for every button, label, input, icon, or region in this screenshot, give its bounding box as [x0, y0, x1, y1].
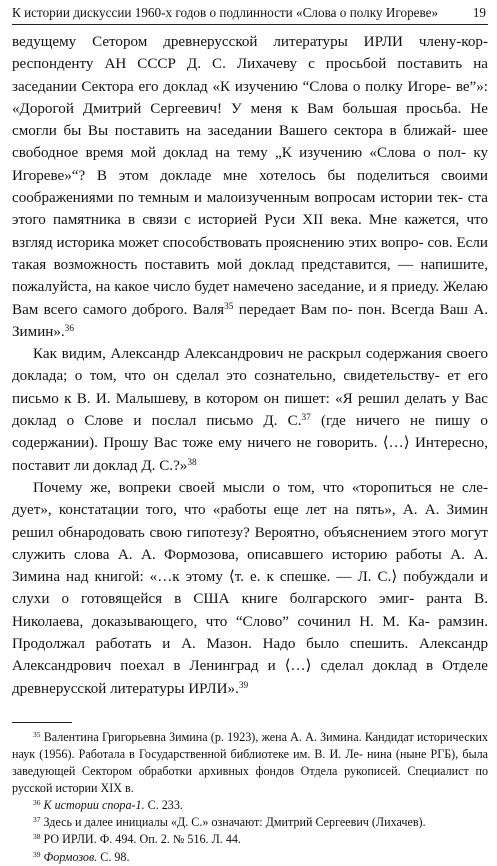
- text-line: дует», констатации того, что «работы еще лет на пять», А. А. Зимин: [12, 502, 488, 519]
- footnote-35: [12, 729, 488, 797]
- text-line: пон. Всегда Ваш А. Зимин».: [12, 301, 489, 340]
- footnote-ref-39[interactable]: 39: [238, 680, 249, 691]
- text-line: что взгляд историка может способствовать прояснению этих вопро-: [12, 212, 488, 251]
- footnote-39: [12, 849, 488, 866]
- text-line: ку Игореве»“? В этом докладе мне хотелось бы поделиться своими: [12, 145, 488, 184]
- text-line: Интересно, поставит ли доклад Д. С.?»: [12, 435, 488, 474]
- footnote-37: [12, 814, 488, 831]
- text-line: передает Вам по-: [233, 301, 353, 318]
- text-line: решил обнародовать свою гипотезу? Вероятно, объяснением этого: [12, 524, 446, 541]
- text-line: побуждали и слухи о готовящейся в США книге болгарского эмиг-: [12, 569, 488, 608]
- footnote-ref-38[interactable]: 38: [187, 457, 197, 468]
- footnotes: [12, 729, 488, 866]
- footnote-line: Валентина Григорьевна Зимина (р. 1923), жена А. А. Зимина. Кандидат: [43, 729, 414, 744]
- text-line: заседании Сектора его доклад «К изучению “Слова о полку Игоре-: [12, 78, 452, 95]
- main-text: [12, 31, 488, 700]
- footnote-number: 38: [33, 832, 41, 842]
- footnote-text: С. 233.: [144, 798, 183, 813]
- footnote-number: 36: [33, 798, 41, 808]
- text-line: ет его письмо к В. И. Малышеву, в котором он пишет: «Я решил: [12, 368, 488, 407]
- footnote-text: С. 98.: [97, 849, 130, 864]
- footnote-source: К истории спора-1.: [43, 798, 145, 813]
- paragraph-2: [12, 343, 488, 477]
- text-line: своего доклада; о том, что он сделал это сознательно, свидетельству-: [12, 346, 488, 385]
- text-line: сов. Если такая возможность поставить мой доклад представится, —: [12, 234, 488, 273]
- text-line: Почему же, вопреки своей мысли о том, что «торопиться не сле-: [33, 479, 488, 496]
- text-line: ранта В. Николаева, доказывающего, что “Слово” сочинил Н. М. Ка-: [12, 591, 488, 630]
- footnote-text: Здесь и далее инициалы «Д. С.» означают: Дмитрий Сергеевич (Лихачев).: [43, 815, 426, 830]
- text-line: шее свободное время мой доклад на тему „К изучению «Слова о пол-: [12, 123, 488, 162]
- text-line: Не смогли бы Вы поставить на заседании Вашего сектора в ближай-: [12, 100, 489, 140]
- footnote-divider: [12, 722, 72, 723]
- text-line: ста этого памятника в связи с историей Руси XII века. Мне кажется,: [12, 190, 488, 229]
- footnote-ref-35[interactable]: 35: [224, 301, 234, 312]
- text-line: Как видим, Александр Александрович не раскрыл содержания: [33, 346, 442, 363]
- footnote-ref-37[interactable]: 37: [301, 412, 311, 423]
- text-line: А. А. Зимина над книгой: «…к этому ⟨т. е. к спешке. — Л. С.⟩: [12, 546, 488, 586]
- text-line: не пишу о содержании). Прошу Вас тоже ему ничего не говорить. ⟨…⟩: [12, 413, 488, 452]
- text-line: ве”»: «Дорогой Дмитрий Сергеевич! У меня к Вам большая просьба.: [12, 78, 488, 117]
- running-title: К истории дискуссии 1960-х годов о подлинности «Слова о полку Игореве»: [12, 5, 439, 20]
- footnote-38: [12, 831, 488, 848]
- footnote-text: РО ИРЛИ. Ф. 494. Оп. 2. № 516. Л. 44.: [43, 832, 241, 847]
- text-line: респонденту АН СССР Д. С. Лихачеву с просьбой поставить на: [12, 56, 488, 73]
- paragraph-1: [12, 31, 488, 343]
- text-line: рамзин. Продолжал работать и А. Мазон. Надо было спешить.: [12, 613, 488, 653]
- footnote-number: 35: [33, 729, 41, 739]
- page-number: 19: [472, 5, 486, 20]
- text-line: Александр Александрович поехал в Ленинград и ⟨…⟩ сделал доклад: [12, 636, 488, 675]
- paragraph-3: [12, 477, 488, 700]
- text-line: делать у Вас доклад о Слове и послал письмо Д. С.: [12, 390, 488, 430]
- text-line: могут служить слова А. А. Формозова, описавшего историю работы: [12, 524, 488, 563]
- footnote-line: нина (ныне РГБ), была заведующей Сектором обработки архивных фондов Отдела: [12, 747, 488, 779]
- text-line: напишите, пожалуйста, на какое число будет намечено заседание, и я: [12, 256, 488, 296]
- text-line: ведущему Сетором древнерусской литературы ИРЛИ члену-кор-: [12, 34, 488, 50]
- footnote-line: рукописей. Специалист по русской истории XIX в.: [12, 764, 489, 796]
- text-line: в Отделе древнерусской литературы ИРЛИ».: [12, 658, 488, 697]
- running-header: [12, 4, 488, 25]
- footnote-line: исторических наук (1956). Работала в Государственной библиотеке им. В. И. Ле-: [12, 729, 488, 761]
- footnote-number: 39: [33, 849, 41, 859]
- footnote-source: Формозов.: [43, 849, 98, 864]
- text-line: соображениями по темным и малоизученным вопросам истории тек-: [12, 190, 464, 207]
- footnote-ref-36[interactable]: 36: [64, 323, 75, 334]
- footnote-number: 37: [33, 815, 41, 825]
- text-line: приеду. Желаю Вам всего самого доброго. Валя: [12, 279, 488, 318]
- text-line: (где ничего: [310, 413, 400, 430]
